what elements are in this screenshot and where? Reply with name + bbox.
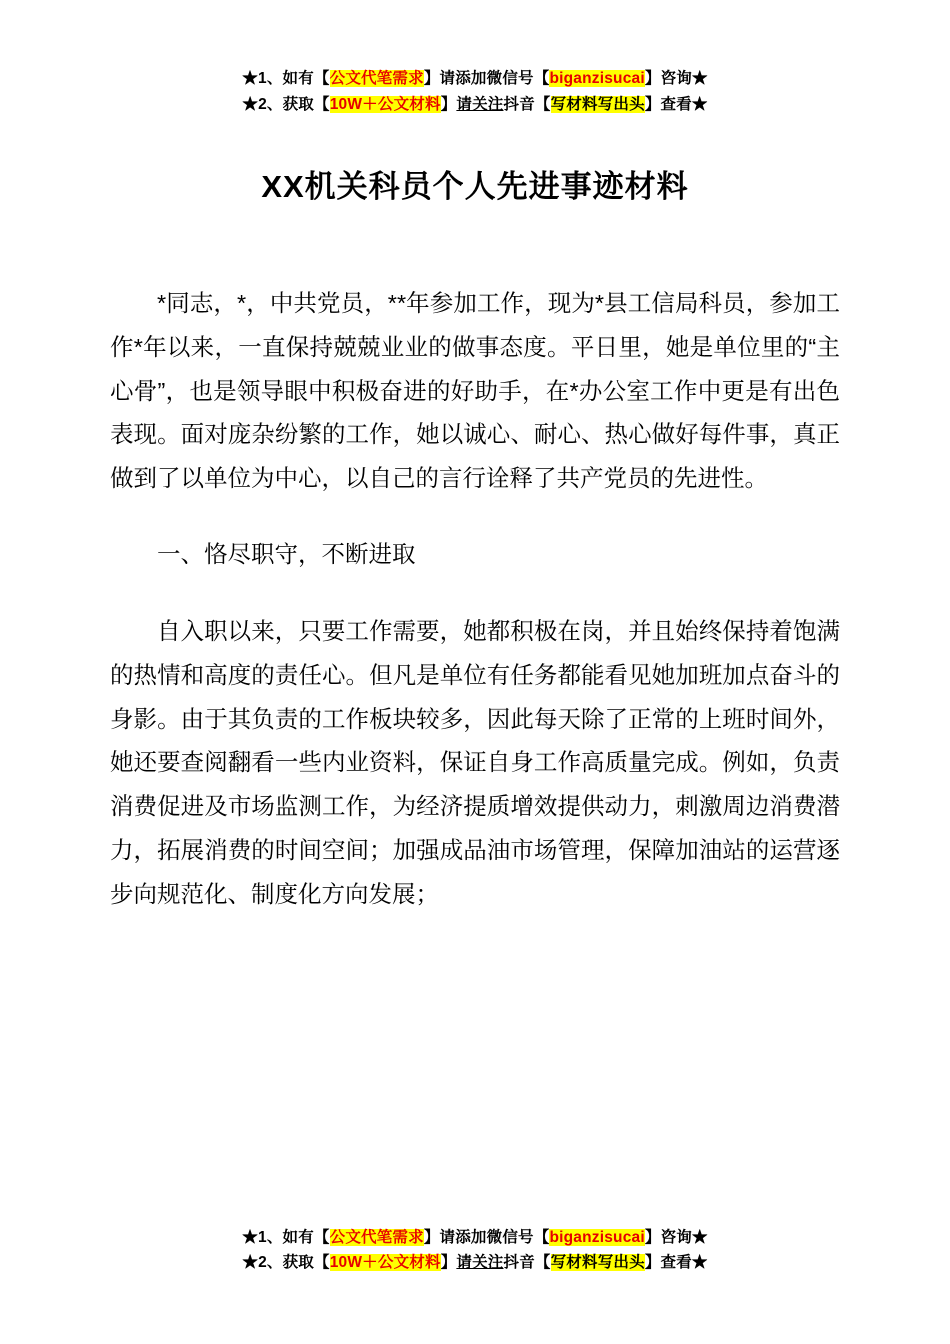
promo-highlight-material: 10W＋公文材料 (329, 1254, 441, 1272)
promo-bracket-open: 【 (313, 1228, 330, 1246)
promo-highlight-wechat: biganzisucai (549, 70, 645, 87)
promo-line-2 (110, 1250, 840, 1276)
promo-mid: 请添加微信号 (439, 70, 534, 87)
promo-bracket-open: 【 (314, 95, 330, 113)
promo-prefix: 1、如有 (258, 70, 314, 87)
promo-bracket-open: 【 (314, 1254, 330, 1272)
promo-banner-top (110, 0, 840, 117)
star-left-icon: ★ (242, 1254, 259, 1272)
promo-bracket2-close: 】 (644, 1254, 661, 1272)
promo-bracket-open: 【 (313, 70, 330, 87)
star-right-icon: ★ (691, 95, 708, 113)
promo-bracket-close: 】 (423, 1228, 440, 1246)
star-right-icon: ★ (691, 1228, 708, 1246)
promo-highlight-need: 公文代笔需求 (329, 70, 424, 87)
promo-line-1 (110, 66, 840, 92)
promo-bracket2-open: 【 (534, 95, 551, 113)
star-right-icon: ★ (691, 1254, 708, 1272)
page-title: XX机关科员个人先进事迹材料 (261, 169, 689, 205)
promo-highlight-douyin: 写材料写出头 (550, 95, 645, 113)
paragraph-section-1-body: 自入职以来，只要工作需要，她都积极在岗，并且始终保持着饱满的热情和高度的责任心。但凡是单位有任务都能看见她加班加点奋斗的身影。由于其负责的工作板块较多，因此每天除了正常的上班时间外，她还要查阅翻看一些内业资料，保证自身工作高质量完成。例如，负责消费促进及市场监测工作，为经济提质增效提供动力，刺激周边消费潜力，拓展消费的时间空间；加强成品油市场管理，保障加油站的运营逐步向规范化、制度化方向发展； (110, 618, 840, 907)
promo-bracket2-open: 【 (533, 1228, 550, 1246)
promo-suffix: 查看 (660, 95, 692, 113)
promo-bracket2-close: 】 (644, 70, 661, 87)
promo-bracket2-open: 【 (533, 70, 550, 87)
promo-highlight-douyin: 写材料写出头 (550, 1254, 645, 1272)
star-left-icon: ★ (242, 70, 258, 87)
promo-bracket-close: 】 (423, 70, 440, 87)
promo-line-2 (110, 92, 840, 118)
promo-prefix: 2、获取 (258, 95, 314, 113)
promo-bracket2-close: 】 (644, 1228, 661, 1246)
promo-suffix: 咨询 (660, 1228, 692, 1246)
promo-bracket-close: 】 (440, 1254, 457, 1272)
promo-banner-bottom (110, 1225, 840, 1276)
promo-highlight-material: 10W＋公文材料 (329, 95, 441, 113)
document-body (110, 282, 840, 916)
star-right-icon: ★ (691, 70, 708, 87)
promo-mid-underline: 请关注 (456, 95, 504, 113)
promo-highlight-wechat: biganzisucai (549, 1228, 645, 1246)
section-heading-1: 一、恪尽职守，不断进取 (157, 540, 416, 567)
promo-suffix: 查看 (660, 1254, 692, 1272)
promo-mid: 抖音 (503, 1254, 535, 1272)
promo-mid-underline: 请关注 (456, 1254, 504, 1272)
promo-bracket2-close: 】 (644, 95, 661, 113)
promo-prefix: 1、如有 (258, 1228, 314, 1246)
paragraph-intro: *同志，*，中共党员，**年参加工作，现为*县工信局科员，参加工作*年以来，一直保持兢兢业业的做事态度。平日里，她是单位里的“主心骨”，也是领导眼中积极奋进的好助手，在*办公室工作中更是有出色表现。面对庞杂纷繁的工作，她以诚心、耐心、热心做好每件事，真正做到了以单位为中心，以自己的言行诠释了共产党员的先进性。 (110, 290, 840, 491)
promo-bracket2-open: 【 (534, 1254, 551, 1272)
star-left-icon: ★ (242, 1228, 258, 1246)
promo-bracket-close: 】 (440, 95, 457, 113)
promo-prefix: 2、获取 (258, 1254, 314, 1272)
promo-suffix: 咨询 (660, 70, 692, 87)
promo-highlight-need: 公文代笔需求 (329, 1228, 424, 1246)
promo-mid: 请添加微信号 (439, 1228, 534, 1246)
star-left-icon: ★ (242, 95, 259, 113)
promo-mid: 抖音 (503, 95, 535, 113)
promo-line-1 (110, 1225, 840, 1251)
